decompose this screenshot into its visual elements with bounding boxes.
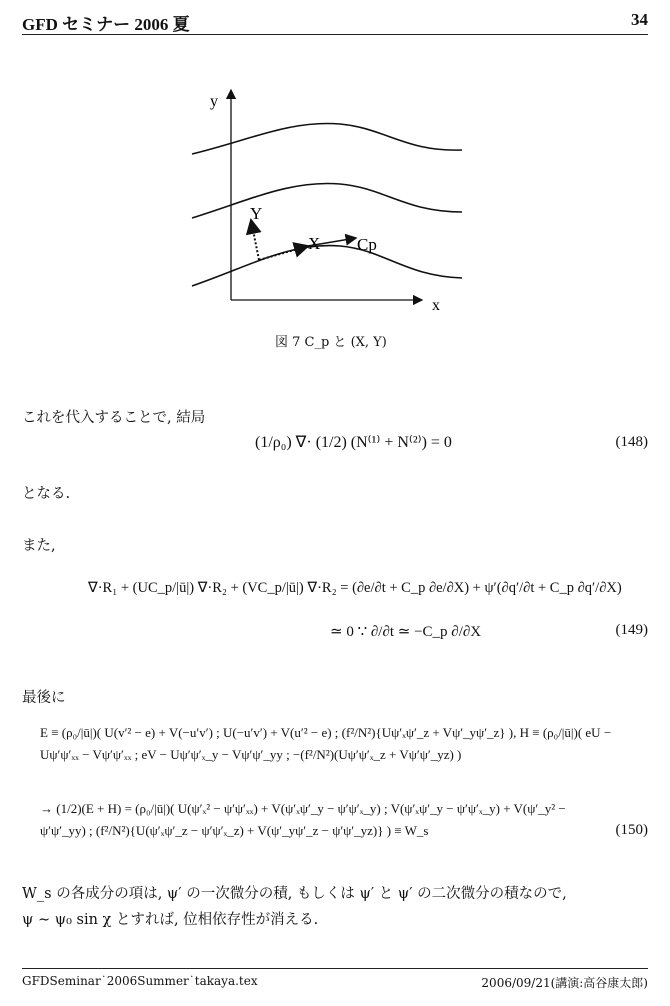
equation-148: (1/ρ₀) ∇· (1/2) (N⁽¹⁾ + N⁽²⁾) = 0 xyxy=(255,434,452,451)
equation-149-number: (149) xyxy=(615,622,648,638)
figure-wave-diagram xyxy=(180,82,480,312)
paragraph-2: となる. xyxy=(22,486,71,502)
paragraph-3: また, xyxy=(22,538,56,554)
equation-150-number: (150) xyxy=(615,822,648,838)
footer-rule xyxy=(22,968,648,969)
wave-middle xyxy=(192,183,462,218)
wave-top xyxy=(192,123,462,154)
footer-date-author: 2006/09/21(講演:高谷康太郎) xyxy=(481,976,648,990)
vector-X-label: X xyxy=(308,234,321,253)
vector-Cp-label: Cp xyxy=(357,235,377,254)
vector-Y xyxy=(251,220,259,260)
equation-149-line-2: ≃ 0 ∵ ∂/∂t ≃ −C_p ∂/∂X xyxy=(330,624,482,640)
equation-150-line-1: E ≡ (ρ₀/|ū|)( U(v′² − e) + V(−u′v′) ; U(−u′v′) + V(u′² − e) ; (f²/N²){Uψ′ₓψ′_z + Vψ′_yψ′_z} ), H ≡ (ρ₀/|ū|)( eU − Uψ′ψ′ₓₓ − Vψ′ψ′ₓₓ ; eV − Uψ′ψ′ₓ_y − Vψ′ψ′_yy ; −(f²/N²)(Uψ′ψ′ₓ_z + Vψ′ψ′_yz) ) xyxy=(40,725,612,762)
paragraph-5-line-2: ψ ∼ ψ₀ sin χ とすれば, 位相依存性が消える. xyxy=(22,912,319,928)
equation-149-line-1: ∇·R₁ + (UC_p/|ū|) ∇·R₂ + (VC_p/|ū|) ∇·R₂ = (∂e/∂t + C_p ∂e/∂X) + ψ′(∂q′/∂t + C_p ∂q′/∂X) xyxy=(88,580,622,596)
page-number: 34 xyxy=(631,10,648,29)
paragraph-4: 最後に xyxy=(22,690,66,706)
figure-caption: 図 7 C_p と (X, Y) xyxy=(275,335,387,350)
wave-bottom xyxy=(192,246,462,286)
paragraph-5-line-1: W_s の各成分の項は, ψ′ の一次微分の積, もしくは ψ′ と ψ′ の二次微分の積なので, xyxy=(22,886,567,902)
footer-filename: GFDSeminar˙2006Summer˙takaya.tex xyxy=(22,974,258,988)
x-axis-label: x xyxy=(432,297,440,312)
vector-Y-label: Y xyxy=(250,204,263,223)
y-axis-label: y xyxy=(210,93,218,110)
header-rule xyxy=(22,34,648,35)
paragraph-1: これを代入することで, 結局 xyxy=(22,410,206,426)
running-title: GFD セミナー 2006 夏 xyxy=(22,15,190,34)
equation-150-line-2: → (1/2)(E + H) = (ρ₀/|ū|)( U(ψ′ₓ² − ψ′ψ′ₓₓ) + V(ψ′ₓψ′_y − ψ′ψ′ₓ_y) ; V(ψ′ₓψ′_y − ψ′ψ′ₓ_y) + V(ψ′_y² − ψ′ψ′_yy) ; (f²/N²){U(ψ′ₓψ′_z − ψ′ψ′ₓ_z) + V(ψ′_yψ′_z − ψ′ψ′_yz)} ) ≡ W_s xyxy=(40,801,566,838)
equation-148-number: (148) xyxy=(615,434,648,450)
